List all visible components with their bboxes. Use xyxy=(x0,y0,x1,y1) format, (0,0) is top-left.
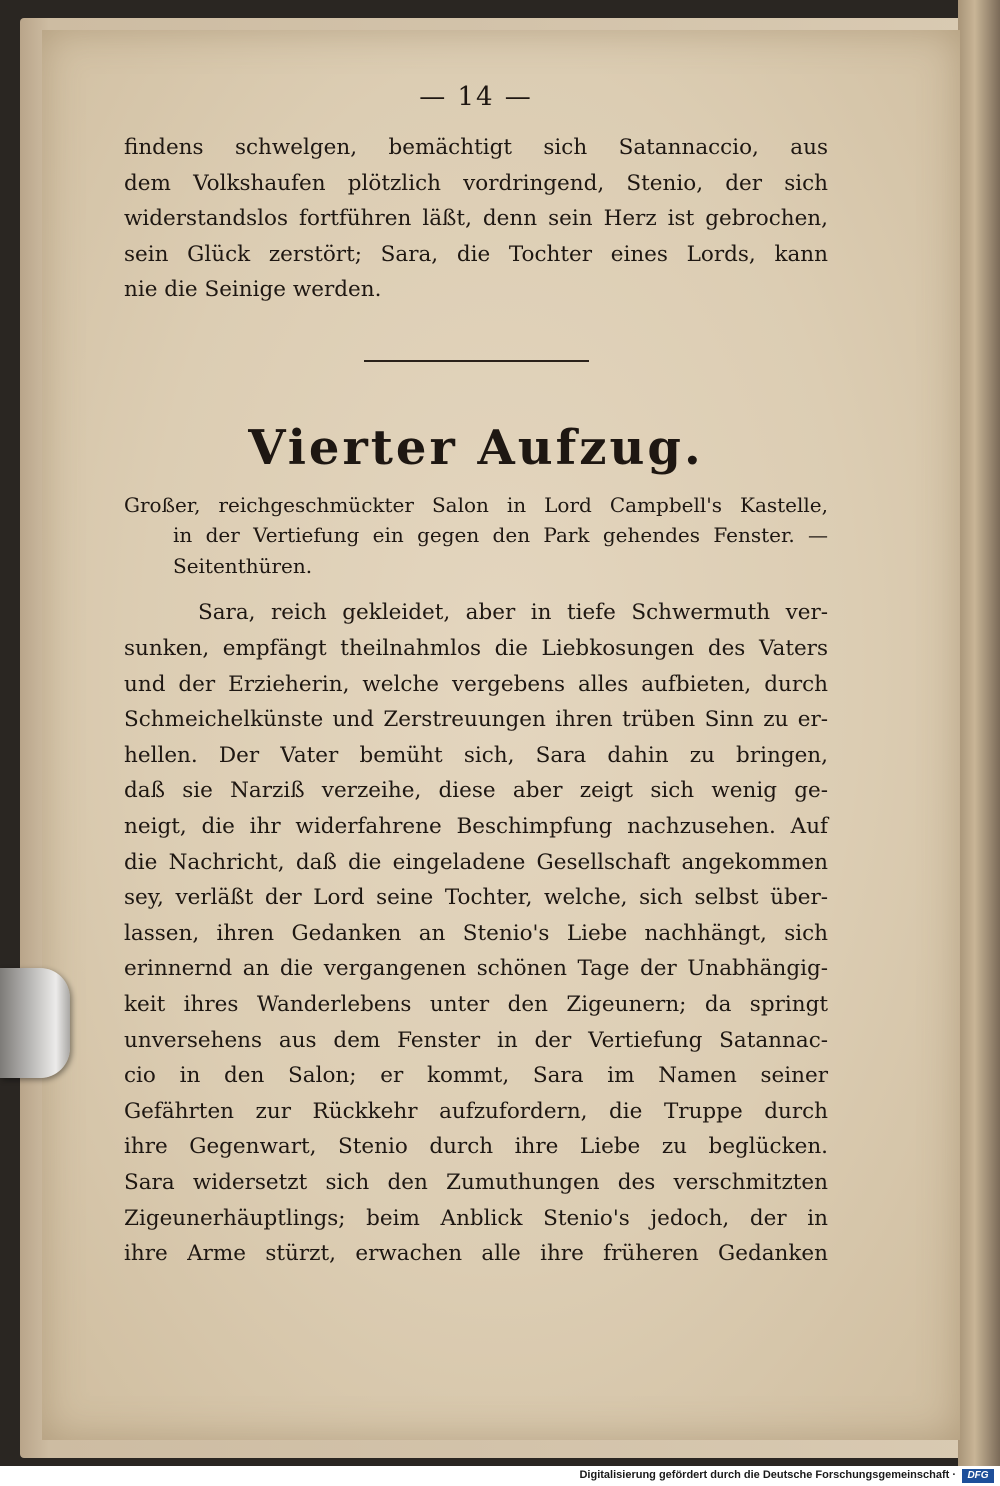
text-line: ihre Arme stürzt, erwachen alle ihre früheren Gedanken xyxy=(124,1241,828,1267)
act-title: Vierter Aufzug. xyxy=(248,419,704,476)
text-line: hellen. Der Vater bemüht sich, Sara dahin zu bringen, xyxy=(124,742,828,768)
dfg-logo: DFG xyxy=(962,1469,994,1483)
book-edge xyxy=(958,0,1000,1466)
text-line: Sara widersetzt sich den Zumuthungen des verschmitzten xyxy=(124,1169,828,1195)
text-line: dem Volkshaufen plötzlich vordringend, Stenio, der sich xyxy=(124,170,828,196)
text-line: Seitenthüren. xyxy=(173,553,313,578)
stage-direction xyxy=(124,490,828,582)
text-line: unversehens aus dem Fenster in der Vertiefung Satannac- xyxy=(124,1027,828,1053)
text-line: Schmeichelkünste und Zerstreuungen ihren trüben Sinn zu er- xyxy=(124,707,828,733)
page-clip xyxy=(0,968,70,1078)
text-line: erinnernd an die vergangenen schönen Tage der Unabhängig- xyxy=(124,956,828,982)
text-line: keit ihres Wanderlebens unter den Zigeunern; da springt xyxy=(124,992,828,1017)
digitization-footer xyxy=(0,1466,1000,1486)
text-line: lassen, ihren Gedanken an Stenio's Liebe nachhängt, sich xyxy=(124,920,828,946)
funding-notice: Digitalisierung gefördert durch die Deutsche Forschungsgemeinschaft · xyxy=(579,1469,956,1481)
paragraph-synopsis xyxy=(124,595,828,1271)
page-content xyxy=(124,82,828,1272)
text-line: neigt, die ihr widerfahrene Beschimpfung nachzusehen. Auf xyxy=(124,814,828,840)
text-line: sey, verläßt der Lord seine Tochter, welche, sich selbst über- xyxy=(124,885,828,911)
text-line: die Nachricht, daß die eingeladene Gesellschaft angekommen xyxy=(124,849,828,875)
text-line: cio in den Salon; er kommt, Sara im Namen seiner xyxy=(124,1063,828,1089)
text-line: Gefährten zur Rückkehr aufzufordern, die Truppe durch xyxy=(124,1098,828,1124)
text-line: in der Vertiefung ein gegen den Park gehendes Fenster. — xyxy=(173,523,828,548)
text-line: nie die Seinige werden. xyxy=(124,277,382,303)
text-line: daß sie Narziß verzeihe, diese aber zeigt sich wenig ge- xyxy=(124,778,828,804)
text-line: sunken, empfängt theilnahmlos die Liebkosungen des Vaters xyxy=(124,636,828,662)
text-line: Sara, reich gekleidet, aber in tiefe Schwermuth ver- xyxy=(198,600,828,626)
text-line: Zigeunerhäuptlings; beim Anblick Stenio's jedoch, der in xyxy=(124,1205,828,1231)
paragraph-continuation xyxy=(124,130,828,308)
section-divider xyxy=(364,360,589,362)
text-line: Großer, reichgeschmückter Salon in Lord Campbell's Kastelle, xyxy=(124,492,828,517)
text-line: ihre Gegenwart, Stenio durch ihre Liebe zu beglücken. xyxy=(124,1134,828,1160)
text-line: sein Glück zerstört; Sara, die Tochter eines Lords, kann xyxy=(124,241,828,267)
text-line: findens schwelgen, bemächtigt sich Satannaccio, aus xyxy=(124,135,828,160)
page-number: — 14 — xyxy=(419,82,533,112)
text-line: widerstandslos fortführen läßt, denn sein Herz ist gebrochen, xyxy=(124,206,828,232)
text-line: und der Erzieherin, welche vergebens alles aufbieten, durch xyxy=(124,671,828,697)
